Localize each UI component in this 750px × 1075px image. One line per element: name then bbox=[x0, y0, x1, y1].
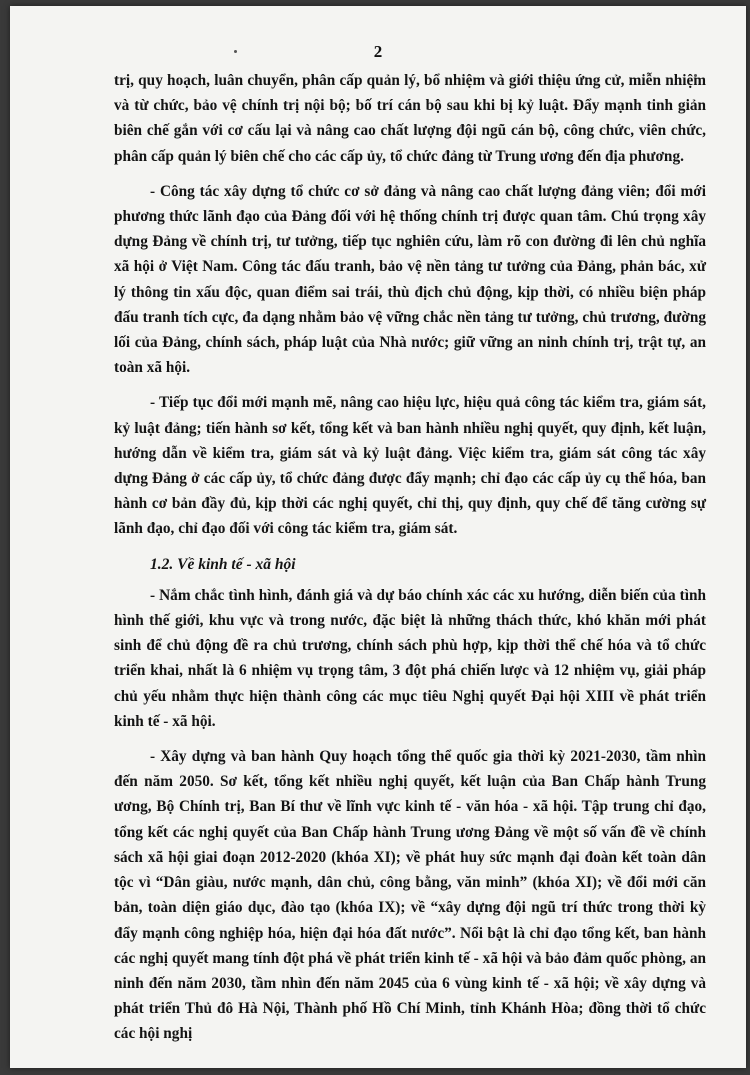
paragraph-continuation: trị, quy hoạch, luân chuyển, phân cấp quản lý, bổ nhiệm và giới thiệu ứng cử, miễn nhiệm và từ chức, bảo vệ chính trị nội bộ; bố trí cán bộ sau khi bị kỷ luật. Đẩy mạnh tinh giản biên chế gắn với cơ cấu lại và nâng cao chất lượng đội ngũ cán bộ, công chức, viên chức, phân cấp quản lý biên chế cho các cấp ủy, tổ chức đảng từ Trung ương đến địa phương. bbox=[114, 72, 706, 165]
page-number: 2 bbox=[373, 42, 383, 61]
paragraph: - Tiếp tục đổi mới mạnh mẽ, nâng cao hiệu lực, hiệu quả công tác kiểm tra, giám sát, kỷ luật đảng; tiến hành sơ kết, tổng kết và ban hành nhiều nghị quyết, quy định, kết luận, hướng dẫn về kiểm tra, giám sát và kỷ luật đảng. Việc kiểm tra, giám sát công tác xây dựng Đảng ở các cấp ủy, tổ chức đảng được đẩy mạnh; chỉ đạo các cấp ủy cụ thể hóa, ban hành cơ bản đầy đủ, kịp thời các nghị quyết, chỉ thị, quy định, quy chế để tăng cường sự lãnh đạo, chỉ đạo đối với công tác kiểm tra, giám sát. bbox=[114, 394, 706, 538]
paragraph: - Xây dựng và ban hành Quy hoạch tổng thể quốc gia thời kỳ 2021-2030, tầm nhìn đến năm 2050. Sơ kết, tổng kết nhiều nghị quyết, kết luận của Ban Chấp hành Trung ương, Bộ Chính trị, Ban Bí thư về lĩnh vực kinh tế - văn hóa - xã hội. Tập trung chỉ đạo, tổng kết các nghị quyết của Ban Chấp hành Trung ương Đảng về một số vấn đề về chính sách xã hội giai đoạn 2012-2020 (khóa XI); về phát huy sức mạnh đại đoàn kết toàn dân tộc vì “Dân giàu, nước mạnh, dân chủ, công bằng, văn minh” (khóa XI); về đổi mới căn bản, toàn diện giáo dục, đào tạo (khóa IX); về “xây dựng đội ngũ trí thức trong thời kỳ đẩy mạnh công nghiệp hóa, hiện đại hóa đất nước”. Nổi bật là chỉ đạo tổng kết, ban hành các nghị quyết mang tính đột phá về phát triển kinh tế - xã hội và bảo đảm quốc phòng, an ninh đến năm 2030, tầm nhìn đến năm 2045 của 6 vùng kinh tế - xã hội; về xây dựng và phát triển Thủ đô Hà Nội, Thành phố Hồ Chí Minh, tỉnh Khánh Hòa; đồng thời tổ chức các hội nghị bbox=[114, 748, 706, 1043]
paragraph: - Công tác xây dựng tổ chức cơ sở đảng và nâng cao chất lượng đảng viên; đổi mới phương thức lãnh đạo của Đảng đối với hệ thống chính trị được quan tâm. Chú trọng xây dựng Đảng về chính trị, tư tưởng, tiếp tục nghiên cứu, làm rõ con đường đi lên chủ nghĩa xã hội ở Việt Nam. Công tác đấu tranh, bảo vệ nền tảng tư tưởng của Đảng, phản bác, xử lý thông tin xấu độc, quan điểm sai trái, thù địch chủ động, kịp thời, có nhiều biện pháp đấu tranh tích cực, đa dạng nhằm bảo vệ vững chắc nền tảng tư tưởng, chủ trương, đường lối của Đảng, chính sách, pháp luật của Nhà nước; giữ vững an ninh chính trị, trật tự, an toàn xã hội. bbox=[114, 182, 706, 377]
document-body bbox=[114, 68, 706, 1057]
document-page bbox=[10, 6, 746, 1068]
section-heading: 1.2. Về kinh tế - xã hội bbox=[150, 555, 296, 573]
paragraph: - Nắm chắc tình hình, đánh giá và dự báo chính xác các xu hướng, diễn biến của tình hình thế giới, khu vực và trong nước, đặc biệt là những thách thức, khó khăn mới phát sinh để chủ động đề ra chủ trương, chính sách phù hợp, kịp thời thể chế hóa và tổ chức triển khai, nhất là 6 nhiệm vụ trọng tâm, 3 đột phá chiến lược và 12 nhiệm vụ, giải pháp chủ yếu nhằm thực hiện thành công các mục tiêu Nghị quyết Đại hội XIII về phát triển kinh tế - xã hội. bbox=[114, 586, 706, 730]
